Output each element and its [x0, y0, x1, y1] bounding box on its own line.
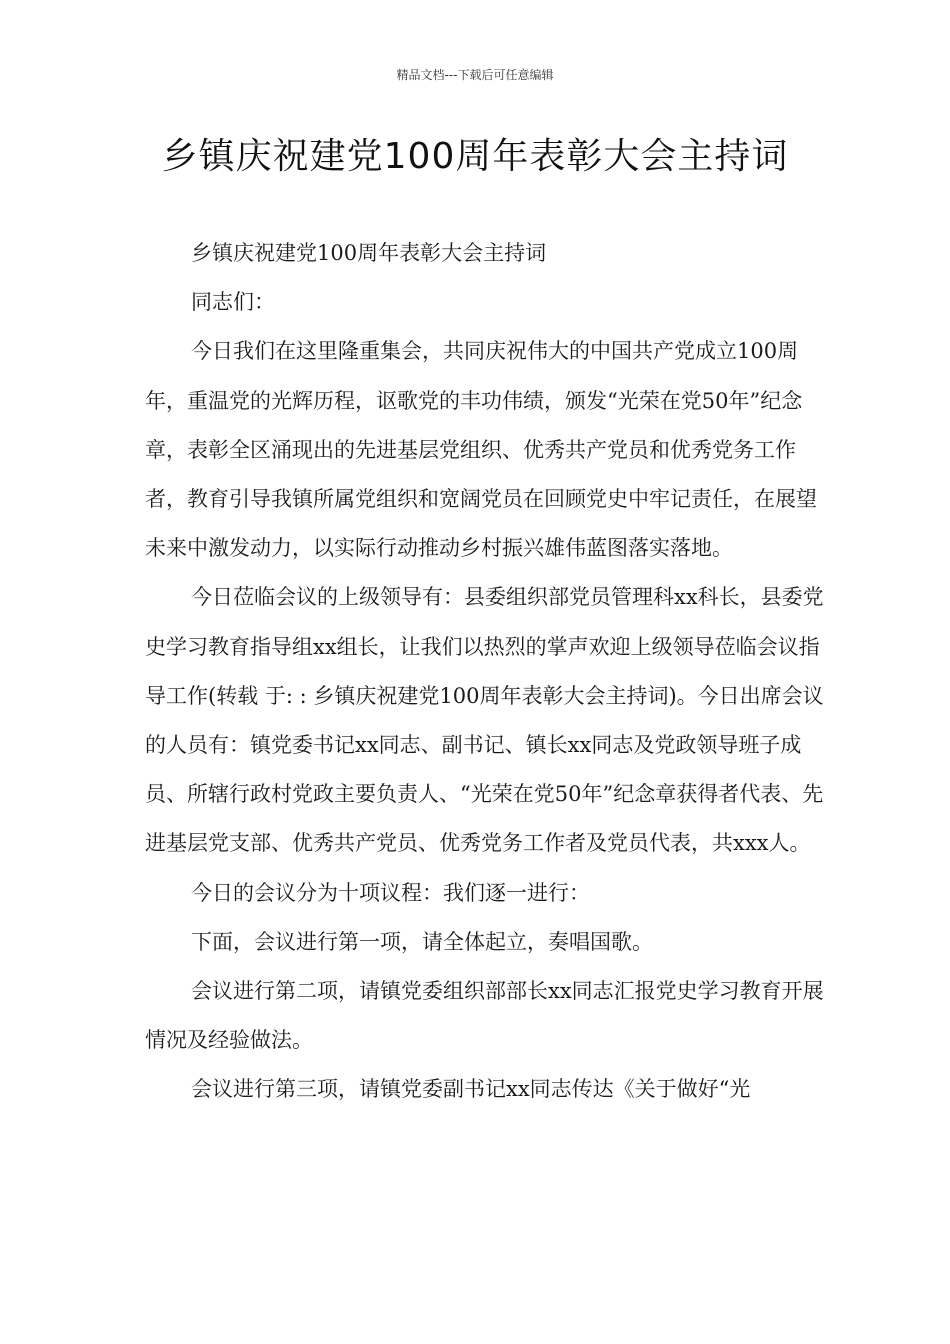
paragraph-opening: 今日我们在这里隆重集会，共同庆祝伟大的中国共产党成立100周年，重温党的光辉历程，讴歌党的丰功伟绩，颁发“光荣在党50年”纪念章，表彰全区涌现出的先进基层党组织、优秀共产党员和优秀党务工作者，教育引导我镇所属党组织和宽阔党员在回顾党史中牢记责任，在展望未来中激发动力，以实际行动推动乡村振兴雄伟蓝图落实落地。 — [145, 339, 817, 561]
document-body — [145, 229, 835, 1115]
document-title: 乡镇庆祝建党100周年表彰大会主持词 — [161, 136, 789, 177]
paragraph-attendees: 今日莅临会议的上级领导有：县委组织部党员管理科xx科长，县委党史学习教育指导组xx组长，让我们以热烈的掌声欢迎上级领导莅临会议指导工作(转载 于: : 乡镇庆祝建党100周年表彰大会主持词)。今日出席会议的人员有：镇党委书记xx同志、副书记、镇长xx同志及党政领导班子成员、所辖行政村党政主要负责人、“光荣在党50年”纪念章获得者代表、先进基层党支部、优秀共产党员、优秀党务工作者及党员代表，共xxx人。 — [145, 585, 824, 856]
paragraph-salutation: 同志们： — [191, 290, 275, 315]
paragraph-agenda-intro: 今日的会议分为十项议程：我们逐一进行： — [191, 880, 590, 905]
paragraph-subtitle: 乡镇庆祝建党100周年表彰大会主持词 — [191, 241, 547, 265]
paragraph-agenda-item-3: 会议进行第三项，请镇党委副书记xx同志传达《关于做好“光 — [191, 1077, 751, 1102]
paragraph-agenda-item-1: 下面，会议进行第一项，请全体起立，奏唱国歌。 — [191, 929, 653, 954]
paragraph-agenda-item-2: 会议进行第二项，请镇党委组织部部长xx同志汇报党史学习教育开展情况及经验做法。 — [145, 979, 824, 1053]
header-note: 精品文档---下载后可任意编辑 — [396, 68, 554, 82]
